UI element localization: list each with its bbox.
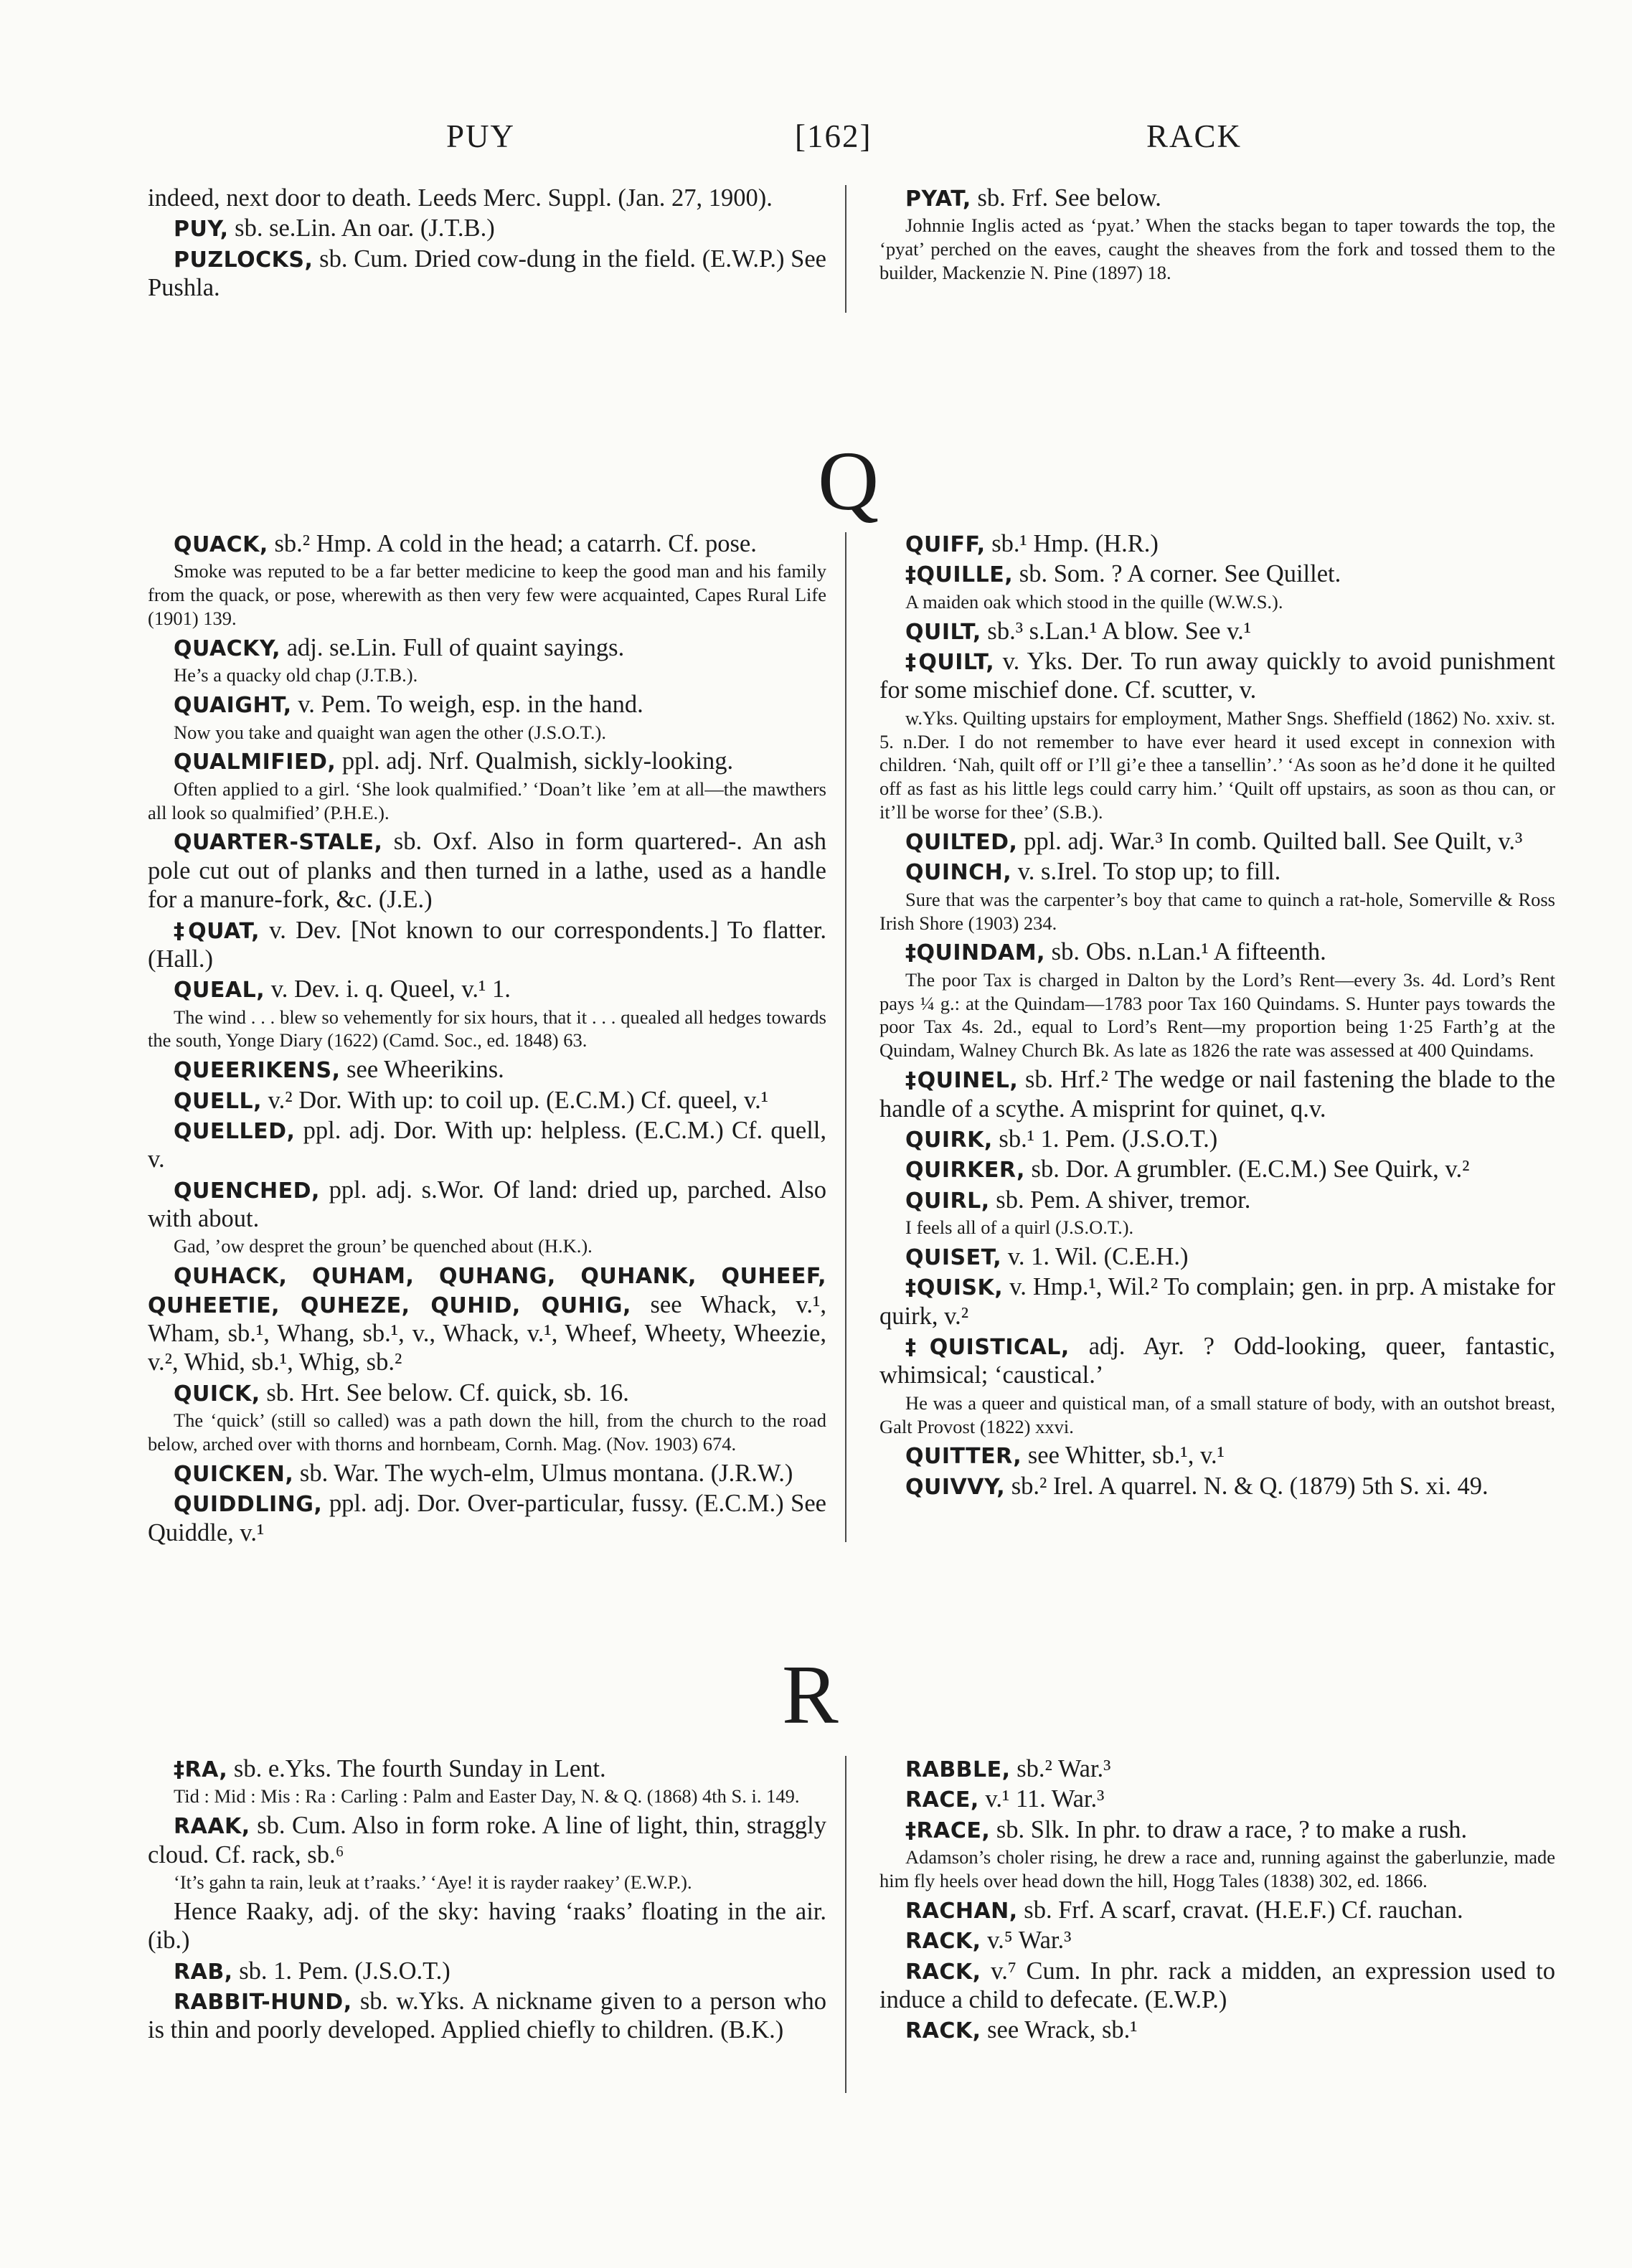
- entry-text: v. Dev. [Not known to our correspondents.] To flatter. (Hall.): [148, 916, 826, 973]
- quote-text: Tid : Mid : Mis : Ra : Carling : Palm and Easter Day, N. & Q. (1868) 4th S. i. 149.: [174, 1785, 800, 1808]
- entry-text: see Whack, v.¹, Wham, sb.¹, Whang, sb.¹, v., Whack, v.¹, Wheef, Wheety, Wheezie, v.², Whid, sb.¹, Whig, sb.²: [148, 1290, 826, 1376]
- entry-text: v. Hmp.¹, Wil.² To complain; gen. in prp. A mistake for quirk, v.²: [879, 1273, 1555, 1330]
- entry-text: sb. Slk. In phr. to draw a race, ? to make a rush.: [990, 1815, 1468, 1843]
- top-right-column: [879, 184, 1555, 288]
- headword: QUIRK,: [905, 1127, 993, 1153]
- quote-text: He’s a quacky old chap (J.T.B.).: [174, 664, 418, 686]
- citation-quote: [148, 1871, 826, 1894]
- dictionary-entry: [879, 529, 1555, 558]
- entry-text: see Whitter, sb.¹, v.¹: [1022, 1442, 1225, 1470]
- headword: QUENCHED,: [174, 1178, 320, 1204]
- citation-quote: [879, 214, 1555, 285]
- citation-quote: [148, 559, 826, 630]
- entry-text: sb.² War.³: [1010, 1755, 1111, 1782]
- dictionary-entry: [879, 1441, 1555, 1470]
- headword: QUACKY,: [174, 635, 281, 661]
- dictionary-entry: [148, 184, 826, 212]
- dictionary-entry: [148, 1811, 826, 1869]
- headword: QUARTER-STALE,: [174, 830, 383, 856]
- headword: RACK,: [905, 2018, 981, 2044]
- headword: PYAT,: [905, 186, 971, 212]
- headword: ‡RA,: [174, 1757, 228, 1782]
- dictionary-entry: [148, 1459, 826, 1488]
- headword: RAAK,: [174, 1814, 250, 1840]
- dictionary-entry: [148, 916, 826, 974]
- citation-quote: [879, 590, 1555, 614]
- quote-text: Gad, ’ow despret the groun’ be quenched about (H.K.).: [174, 1235, 593, 1257]
- entry-text: sb. Frf. See below.: [971, 184, 1161, 212]
- dictionary-entry: [879, 1754, 1555, 1783]
- entry-text: sb. Dor. A grumbler. (E.C.M.) See Quirk, v.²: [1024, 1156, 1470, 1183]
- dictionary-entry: [879, 1155, 1555, 1183]
- column-rule-q: [845, 532, 846, 1542]
- citation-quote: [879, 1846, 1555, 1893]
- quote-text: The ‘quick’ (still so called) was a path down the hill, from the church to the road below, arched over with thorns and hornbeam, Cornh. Mag. (Nov. 1903) 674.: [148, 1409, 826, 1455]
- entry-text: sb. 1. Pem. (J.S.O.T.): [232, 1957, 451, 1985]
- citation-quote: [879, 1216, 1555, 1239]
- quote-text: The poor Tax is charged in Dalton by the Lord’s Rent—every 3s. 4d. Lord’s Rent pays ¼ g.: at the Quindam—1783 poor Tax 160 Quindams. S. Hunter pays towards the poor Tax 4s. 2d., equal to Lord’s Rent—my proportion being 1·25 Farth’g at the Quindam, Walney Church Bk. As late as 1826 the rate was assessed at 400 Quindams.: [879, 968, 1555, 1062]
- r-left-column: [148, 1754, 826, 2046]
- dictionary-entry: [879, 617, 1555, 646]
- dictionary-entry: [148, 747, 826, 775]
- dictionary-entry: [148, 690, 826, 719]
- headword: ‡QUISTICAL,: [905, 1334, 1070, 1360]
- dictionary-entry: [879, 1815, 1555, 1844]
- quote-text: Sure that was the carpenter’s boy that came to quinch a rat-hole, Somerville & Ross Irish Shore (1903) 234.: [879, 888, 1555, 934]
- top-left-column: [148, 184, 826, 303]
- quote-text: Johnnie Inglis acted as ‘pyat.’ When the stacks began to taper towards the top, the ‘pyat’ perched on the eaves, caught the sheaves from the fork and tossed them to the builder, Mackenzie N. Pine (1897) 18.: [879, 214, 1555, 284]
- headword: QUIFF,: [905, 532, 986, 557]
- quote-text: Now you take and quaight wan agen the other (J.S.O.T.).: [174, 721, 606, 743]
- entry-text: v. Dev. i. q. Queel, v.¹ 1.: [265, 975, 511, 1003]
- entry-text: v.¹ 11. War.³: [978, 1785, 1105, 1813]
- dictionary-entry: [879, 1926, 1555, 1955]
- headword: QUIVVY,: [905, 1474, 1006, 1500]
- entry-text: ppl. adj. Nrf. Qualmish, sickly-looking.: [336, 747, 734, 775]
- entry-text: see Wrack, sb.¹: [981, 2016, 1138, 2044]
- dictionary-entry: [148, 633, 826, 662]
- entry-text: sb. Cum. Also in form roke. A line of light, thin, straggly cloud. Cf. rack, sb.⁶: [148, 1812, 826, 1868]
- quote-text: w.Yks. Quilting upstairs for employment, Mather Sngs. Sheffield (1862) No. xxiv. st. 5. n.Der. I do not remember to have ever heard it used except in connexion with children. ‘Nah, quilt off or I’ll gi’e thee a tansellin’.’ ‘As soon as he’d done it he quilted off as fast as his little legs could carry him.’ ‘Quilt off upstairs, as soon as thou can, or it’ll be worse for thee’ (S.B.).: [879, 707, 1555, 823]
- entry-text: sb. se.Lin. An oar. (J.T.B.): [228, 214, 495, 242]
- entry-text: v. s.Irel. To stop up; to fill.: [1011, 858, 1281, 886]
- dictionary-entry: [148, 1897, 826, 1955]
- entry-text: sb. w.Yks. A nickname given to a person who is thin and poorly developed. Applied chiefly to children. (B.K.): [148, 1987, 826, 2044]
- dictionary-entry: [148, 245, 826, 303]
- dictionary-entry: [879, 1065, 1555, 1123]
- quote-text: He was a queer and quistical man, of a small stature of body, with an outshot breast, Galt Provost (1822) xxvi.: [879, 1391, 1555, 1437]
- quote-text: I feels all of a quirl (J.S.O.T.).: [905, 1216, 1134, 1238]
- entry-text: v. 1. Wil. (C.E.H.): [1001, 1242, 1189, 1270]
- headword: RABBIT-HUND,: [174, 1989, 352, 2015]
- entry-text: sb.¹ 1. Pem. (J.S.O.T.): [992, 1125, 1218, 1153]
- citation-quote: [148, 1409, 826, 1456]
- entry-text: ppl. adj. s.Wor. Of land: dried up, parched. Also with about.: [148, 1176, 826, 1233]
- entry-text: v. Yks. Der. To run away quickly to avoid punishment for some mischief done. Cf. scutter, v.: [879, 647, 1555, 704]
- entry-text: sb.¹ Hmp. (H.R.): [985, 530, 1159, 557]
- citation-quote: [148, 1006, 826, 1053]
- dictionary-entry: [879, 1472, 1555, 1501]
- dictionary-entry: [879, 2016, 1555, 2044]
- dictionary-entry: [148, 1261, 826, 1376]
- entry-text: ppl. adj. War.³ In comb. Quilted ball. See Quilt, v.³: [1017, 827, 1523, 855]
- headword: QUACK,: [174, 532, 268, 557]
- headword: QUEERIKENS,: [174, 1058, 341, 1084]
- dictionary-entry: [879, 1896, 1555, 1924]
- quote-text: Smoke was reputed to be a far better medicine to keep the good man and his family from the quack, or pose, wherewith as then very few were acquainted, Capes Rural Life (1901) 139.: [148, 560, 826, 630]
- q-left-column: [148, 529, 826, 1549]
- dictionary-entry: [148, 214, 826, 242]
- entry-text: sb. Som. ? A corner. See Quillet.: [1013, 560, 1341, 588]
- column-rule-r: [845, 1756, 846, 2093]
- dictionary-entry: [879, 559, 1555, 588]
- headword: QUICKEN,: [174, 1461, 294, 1487]
- dictionary-entry: [148, 1754, 826, 1783]
- header-right-word: RACK: [1146, 118, 1242, 154]
- citation-quote: [879, 968, 1555, 1062]
- quote-text: A maiden oak which stood in the quille (W.W.S.).: [905, 590, 1283, 613]
- entry-text: sb. Cum. Dried cow-dung in the field. (E.W.P.) See Pushla.: [148, 245, 826, 302]
- dictionary-entry: [148, 1957, 826, 1985]
- headword: QUHACK, QUHAM, QUHANG, QUHANK, QUHEEF, QUHEETIE, QUHEZE, QUHID, QUHIG,: [148, 1264, 826, 1318]
- headword: ‡QUAT,: [174, 918, 260, 944]
- headword: QUILTED,: [905, 829, 1018, 855]
- dictionary-entry: [879, 1332, 1555, 1390]
- r-right-column: [879, 1754, 1555, 2046]
- dictionary-entry: [879, 1272, 1555, 1331]
- dictionary-entry: [879, 1242, 1555, 1271]
- headword: ‡RACE,: [905, 1818, 991, 1843]
- headword: QUILT,: [905, 619, 981, 645]
- entry-text: sb.² Hmp. A cold in the head; a catarrh. Cf. pose.: [268, 530, 757, 557]
- headword: QUIDDLING,: [174, 1492, 323, 1518]
- entry-text: ppl. adj. Dor. Over-particular, fussy. (E.C.M.) See Quiddle, v.¹: [148, 1490, 826, 1546]
- dictionary-entry: [148, 827, 826, 914]
- headword: PUZLOCKS,: [174, 247, 313, 273]
- entry-text: sb. e.Yks. The fourth Sunday in Lent.: [227, 1755, 606, 1782]
- citation-quote: [148, 778, 826, 825]
- citation-quote: [879, 1391, 1555, 1439]
- dictionary-entry: [148, 1176, 826, 1234]
- entry-text: sb. Pem. A shiver, tremor.: [989, 1186, 1251, 1214]
- header-left-word: PUY: [446, 118, 516, 154]
- entry-text: adj. Ayr. ? Odd-looking, queer, fantastic, whimsical; ‘caustical.’: [879, 1332, 1555, 1389]
- entry-text: adj. se.Lin. Full of quaint sayings.: [280, 633, 625, 661]
- dictionary-entry: [148, 529, 826, 558]
- entry-text: v. Pem. To weigh, esp. in the hand.: [291, 691, 643, 719]
- entry-text: sb.³ s.Lan.¹ A blow. See v.¹: [981, 617, 1252, 645]
- dictionary-entry: [148, 1987, 826, 2045]
- dictionary-entry: [148, 975, 826, 1003]
- entry-text: sb. Hrf.² The wedge or nail fastening the blade to the handle of a scythe. A misprint for quinet, q.v.: [879, 1066, 1556, 1123]
- dictionary-entry: [879, 184, 1555, 212]
- quote-text: ‘It’s gahn ta rain, leuk at t’raaks.’ ‘Aye! it is rayder raakey’ (E.W.P.).: [174, 1871, 692, 1893]
- headword: QUELLED,: [174, 1119, 296, 1145]
- dictionary-entry: [879, 827, 1555, 856]
- dictionary-entry: [879, 1186, 1555, 1214]
- entry-text: indeed, next door to death. Leeds Merc. Suppl. (Jan. 27, 1900).: [148, 184, 773, 212]
- dictionary-entry: [148, 1086, 826, 1115]
- entry-text: v.⁵ War.³: [981, 1927, 1072, 1955]
- headword: QUINCH,: [905, 860, 1012, 886]
- dictionary-entry: [879, 937, 1555, 966]
- section-letter-q: Q: [818, 434, 879, 528]
- headword: ‡QUISK,: [905, 1275, 1004, 1301]
- citation-quote: [879, 888, 1555, 935]
- entry-text: sb. War. The wych-elm, Ulmus montana. (J.R.W.): [293, 1459, 793, 1487]
- headword: QUIRKER,: [905, 1158, 1025, 1183]
- headword: QUICK,: [174, 1381, 260, 1407]
- entry-text: ppl. adj. Dor. With up: helpless. (E.C.M.) Cf. quell, v.: [148, 1117, 826, 1173]
- headword: RACK,: [905, 1959, 981, 1985]
- dictionary-entry: [148, 1489, 826, 1547]
- citation-quote: [148, 663, 826, 687]
- dictionary-entry: [879, 1957, 1555, 2015]
- entry-text: v.⁷ Cum. In phr. rack a midden, an expression used to induce a child to defecate. (E.W.P.): [879, 1957, 1555, 2013]
- column-rule-top: [845, 185, 846, 313]
- headword: RABBLE,: [905, 1757, 1011, 1782]
- headword: QUISET,: [905, 1244, 1002, 1270]
- entry-text: sb. Oxf. Also in form quartered-. An ash pole cut out of planks and then turned in a lathe, used as a handle for a manure-fork, &c. (J.E.): [148, 828, 826, 914]
- citation-quote: [148, 1785, 826, 1808]
- headword: QUITTER,: [905, 1444, 1022, 1470]
- headword: QUELL,: [174, 1088, 262, 1114]
- entry-text: see Wheerikins.: [340, 1056, 504, 1084]
- headword: QUIRL,: [905, 1188, 990, 1214]
- headword: QUAIGHT,: [174, 693, 292, 719]
- headword: ‡QUINDAM,: [905, 940, 1046, 966]
- entry-text: Hence Raaky, adj. of the sky: having ‘raaks’ floating in the air. (ib.): [148, 1897, 826, 1955]
- citation-quote: [879, 707, 1555, 824]
- entry-text: sb. Obs. n.Lan.¹ A fifteenth.: [1045, 938, 1326, 966]
- headword: PUY,: [174, 217, 229, 242]
- page-number: [162]: [795, 118, 872, 154]
- q-right-column: [879, 529, 1555, 1502]
- section-letter-r: R: [782, 1648, 839, 1742]
- running-header: [0, 118, 1632, 168]
- dictionary-entry: [879, 1125, 1555, 1153]
- entry-text: sb. Hrt. See below. Cf. quick, sb. 16.: [260, 1379, 629, 1407]
- quote-text: Often applied to a girl. ‘She look qualmified.’ ‘Doan’t like ’em at all—the mawthers all look so qualmified’ (P.H.E.).: [148, 778, 826, 823]
- headword: ‡QUILLE,: [905, 562, 1014, 588]
- headword: RACK,: [905, 1929, 981, 1955]
- headword: QUEAL,: [174, 978, 265, 1003]
- quote-text: Adamson’s choler rising, he drew a race and, running against the gaberlunzie, made him fly heels over head down the hill, Hogg Tales (1838) 302, ed. 1866.: [879, 1846, 1555, 1891]
- citation-quote: [148, 1234, 826, 1258]
- dictionary-entry: [879, 647, 1555, 705]
- headword: RACHAN,: [905, 1898, 1018, 1924]
- headword: QUALMIFIED,: [174, 750, 336, 775]
- headword: ‡QUILT,: [905, 649, 995, 675]
- citation-quote: [148, 721, 826, 745]
- dictionary-entry: [879, 1785, 1555, 1813]
- dictionary-entry: [879, 857, 1555, 886]
- headword: RACE,: [905, 1787, 979, 1813]
- headword: ‡QUINEL,: [905, 1068, 1019, 1094]
- dictionary-entry: [148, 1116, 826, 1174]
- dictionary-entry: [148, 1379, 826, 1407]
- entry-text: sb. Frf. A scarf, cravat. (H.E.F.) Cf. rauchan.: [1017, 1896, 1463, 1924]
- entry-text: v.² Dor. With up: to coil up. (E.C.M.) Cf. queel, v.¹: [262, 1086, 769, 1114]
- headword: RAB,: [174, 1959, 233, 1985]
- dictionary-entry: [148, 1055, 826, 1084]
- entry-text: sb.² Irel. A quarrel. N. & Q. (1879) 5th S. xi. 49.: [1005, 1472, 1489, 1500]
- quote-text: The wind . . . blew so vehemently for six hours, that it . . . quealed all hedges towards the south, Yonge Diary (1622) (Camd. Soc., ed. 1848) 63.: [148, 1006, 826, 1052]
